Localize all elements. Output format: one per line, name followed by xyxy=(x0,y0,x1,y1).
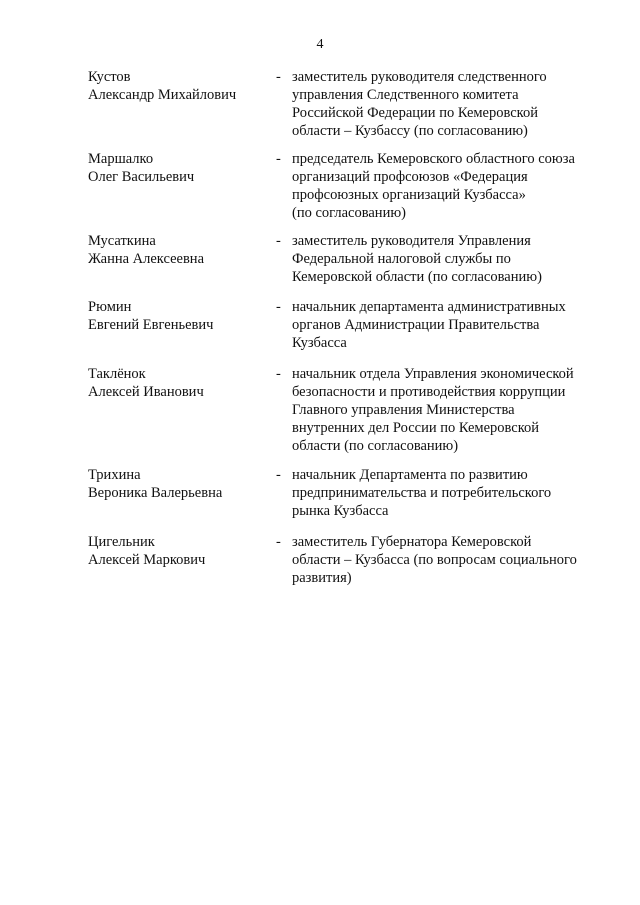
member-given-name: Александр Михайлович xyxy=(88,87,237,103)
list-item xyxy=(88,533,608,593)
position-line: профсоюзных организаций Кузбасса» xyxy=(292,187,526,203)
position-line: Кемеровской области (по согласованию) xyxy=(292,269,542,285)
position-line: заместитель руководителя следственного xyxy=(292,69,547,85)
position-line: (по согласованию) xyxy=(292,205,406,221)
separator-dash: - xyxy=(276,69,281,85)
member-list xyxy=(88,68,608,593)
member-surname: Кустов xyxy=(88,69,131,85)
member-name xyxy=(88,466,276,502)
separator-dash: - xyxy=(276,467,281,483)
member-given-name: Алексей Маркович xyxy=(88,552,206,568)
separator-dash: - xyxy=(276,233,281,249)
position-line: управления Следственного комитета xyxy=(292,87,519,103)
position-line: области (по согласованию) xyxy=(292,438,459,454)
separator-dash: - xyxy=(276,151,281,167)
position-line: заместитель Губернатора Кемеровской xyxy=(292,534,532,550)
list-item xyxy=(88,232,608,298)
position-line: Кузбасса xyxy=(292,335,347,351)
member-surname: Маршалко xyxy=(88,151,154,167)
position-line: безопасности и противодействия коррупции xyxy=(292,384,566,400)
list-item xyxy=(88,466,608,533)
position-line: начальник Департамента по развитию xyxy=(292,467,528,483)
member-surname: Цигельник xyxy=(88,534,155,550)
position-line: Российской Федерации по Кемеровской xyxy=(292,105,539,121)
member-name xyxy=(88,150,276,186)
member-position xyxy=(292,533,608,587)
position-line: председатель Кемеровского областного союза xyxy=(292,151,575,167)
member-position xyxy=(292,466,608,520)
position-line: Главного управления Министерства xyxy=(292,402,515,418)
member-position xyxy=(292,150,608,222)
member-given-name: Жанна Алексеевна xyxy=(88,251,204,267)
member-position xyxy=(292,232,608,286)
position-line: начальник департамента административных xyxy=(292,299,566,315)
separator-dash: - xyxy=(276,299,281,315)
member-surname: Мусаткина xyxy=(88,233,156,249)
position-line: Федеральной налоговой службы по xyxy=(292,251,511,267)
position-line: развития) xyxy=(292,570,352,586)
member-name xyxy=(88,232,276,268)
member-surname: Таклёнок xyxy=(88,366,146,382)
list-item xyxy=(88,298,608,365)
member-position xyxy=(292,365,608,455)
member-position xyxy=(292,68,608,140)
position-line: области – Кузбассу (по согласованию) xyxy=(292,123,528,139)
member-name xyxy=(88,298,276,334)
separator-dash: - xyxy=(276,366,281,382)
position-line: предпринимательства и потребительского xyxy=(292,485,552,501)
position-line: органов Администрации Правительства xyxy=(292,317,540,333)
member-surname: Рюмин xyxy=(88,299,132,315)
list-item xyxy=(88,68,608,150)
list-item xyxy=(88,365,608,466)
member-given-name: Олег Васильевич xyxy=(88,169,195,185)
member-position xyxy=(292,298,608,352)
member-given-name: Евгений Евгеньевич xyxy=(88,317,214,333)
separator-dash: - xyxy=(276,534,281,550)
position-line: заместитель руководителя Управления xyxy=(292,233,531,249)
member-name xyxy=(88,365,276,401)
page-number: 4 xyxy=(316,37,324,52)
member-name xyxy=(88,533,276,569)
member-given-name: Вероника Валерьевна xyxy=(88,485,223,501)
member-name xyxy=(88,68,276,104)
member-given-name: Алексей Иванович xyxy=(88,384,204,400)
position-line: рынка Кузбасса xyxy=(292,503,389,519)
list-item xyxy=(88,150,608,232)
position-line: области – Кузбасса (по вопросам социального xyxy=(292,552,577,568)
member-surname: Трихина xyxy=(88,467,141,483)
position-line: внутренних дел России по Кемеровской xyxy=(292,420,540,436)
position-line: организаций профсоюзов «Федерация xyxy=(292,169,528,185)
position-line: начальник отдела Управления экономической xyxy=(292,366,574,382)
